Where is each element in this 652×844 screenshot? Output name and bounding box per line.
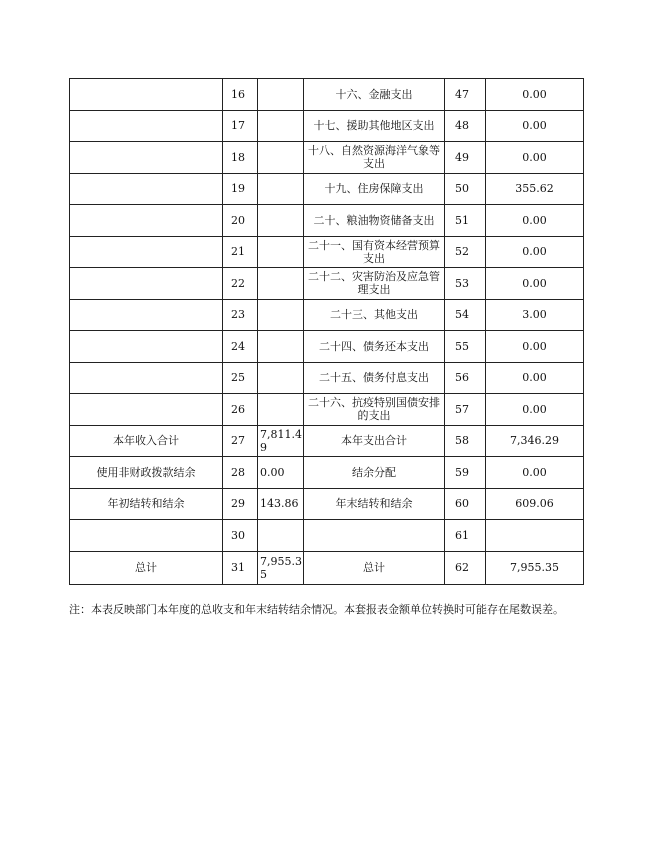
table-body [70, 79, 584, 585]
income-line-no-cell: 27 [223, 425, 258, 457]
table-row [70, 299, 584, 331]
income-item-cell: 本年收入合计 [70, 425, 223, 457]
expense-amount-cell: 7,955.35 [486, 551, 584, 584]
expense-line-no-cell: 47 [445, 79, 486, 111]
expense-item-cell: 二十二、灾害防治及应急管理支出 [304, 268, 445, 300]
income-amount-cell [258, 110, 304, 142]
expense-amount-cell: 0.00 [486, 331, 584, 363]
expense-line-no-cell: 58 [445, 425, 486, 457]
income-line-no-cell: 16 [223, 79, 258, 111]
income-line-no-cell: 30 [223, 520, 258, 552]
income-line-no-cell: 20 [223, 205, 258, 237]
table-row [70, 457, 584, 489]
income-item-cell: 使用非财政拨款结余 [70, 457, 223, 489]
income-item-cell: 年初结转和结余 [70, 488, 223, 520]
income-item-cell [70, 205, 223, 237]
expense-line-no-cell: 62 [445, 551, 486, 584]
income-amount-cell: 0.00 [258, 457, 304, 489]
income-item-cell [70, 236, 223, 268]
expense-item-cell: 二十四、债务还本支出 [304, 331, 445, 363]
expense-amount-cell: 0.00 [486, 394, 584, 426]
table-row [70, 362, 584, 394]
expense-line-no-cell: 51 [445, 205, 486, 237]
expense-amount-cell: 355.62 [486, 173, 584, 205]
financial-table [69, 78, 584, 585]
income-amount-cell [258, 331, 304, 363]
income-amount-cell [258, 362, 304, 394]
income-amount-cell [258, 299, 304, 331]
income-item-cell [70, 79, 223, 111]
income-line-no-cell: 17 [223, 110, 258, 142]
table-row [70, 142, 584, 174]
income-amount-cell [258, 205, 304, 237]
expense-amount-cell: 7,346.29 [486, 425, 584, 457]
expense-line-no-cell: 56 [445, 362, 486, 394]
expense-item-cell: 结余分配 [304, 457, 445, 489]
expense-line-no-cell: 60 [445, 488, 486, 520]
expense-item-cell: 十九、住房保障支出 [304, 173, 445, 205]
expense-item-cell: 总计 [304, 551, 445, 584]
expense-line-no-cell: 48 [445, 110, 486, 142]
expense-line-no-cell: 52 [445, 236, 486, 268]
income-line-no-cell: 18 [223, 142, 258, 174]
expense-item-cell: 二十一、国有资本经营预算支出 [304, 236, 445, 268]
income-item-cell [70, 520, 223, 552]
expense-amount-cell: 0.00 [486, 236, 584, 268]
expense-item-cell: 十七、援助其他地区支出 [304, 110, 445, 142]
income-item-cell [70, 268, 223, 300]
table-row [70, 331, 584, 363]
income-item-cell [70, 142, 223, 174]
table-row [70, 394, 584, 426]
income-line-no-cell: 21 [223, 236, 258, 268]
expense-amount-cell: 0.00 [486, 268, 584, 300]
table-row [70, 520, 584, 552]
income-amount-cell [258, 142, 304, 174]
income-amount-cell: 7,955.35 [258, 551, 304, 584]
expense-amount-cell: 3.00 [486, 299, 584, 331]
income-amount-cell: 7,811.49 [258, 425, 304, 457]
expense-item-cell: 二十六、抗疫特别国债安排的支出 [304, 394, 445, 426]
expense-line-no-cell: 49 [445, 142, 486, 174]
footnote: 注：本表反映部门本年度的总收支和年末结转结余情况。本套报表金额单位转换时可能存在尾数误差。 [69, 603, 564, 616]
table-row [70, 488, 584, 520]
table-row [70, 551, 584, 584]
expense-amount-cell: 0.00 [486, 362, 584, 394]
expense-amount-cell: 0.00 [486, 457, 584, 489]
income-item-cell [70, 299, 223, 331]
income-line-no-cell: 31 [223, 551, 258, 584]
income-item-cell [70, 394, 223, 426]
table-row [70, 425, 584, 457]
income-item-cell: 总计 [70, 551, 223, 584]
income-amount-cell: 143.86 [258, 488, 304, 520]
expense-line-no-cell: 53 [445, 268, 486, 300]
expense-amount-cell: 0.00 [486, 205, 584, 237]
income-line-no-cell: 26 [223, 394, 258, 426]
income-amount-cell [258, 173, 304, 205]
income-line-no-cell: 29 [223, 488, 258, 520]
expense-amount-cell: 0.00 [486, 110, 584, 142]
income-item-cell [70, 362, 223, 394]
expense-line-no-cell: 57 [445, 394, 486, 426]
table-row [70, 173, 584, 205]
expense-item-cell: 本年支出合计 [304, 425, 445, 457]
income-line-no-cell: 24 [223, 331, 258, 363]
income-item-cell [70, 331, 223, 363]
income-item-cell [70, 110, 223, 142]
table-row [70, 268, 584, 300]
income-amount-cell [258, 268, 304, 300]
income-line-no-cell: 19 [223, 173, 258, 205]
expense-line-no-cell: 50 [445, 173, 486, 205]
income-item-cell [70, 173, 223, 205]
expense-item-cell: 二十、粮油物资储备支出 [304, 205, 445, 237]
expense-amount-cell: 609.06 [486, 488, 584, 520]
expense-item-cell [304, 520, 445, 552]
income-amount-cell [258, 236, 304, 268]
income-amount-cell [258, 79, 304, 111]
table-row [70, 110, 584, 142]
expense-item-cell: 二十三、其他支出 [304, 299, 445, 331]
expense-line-no-cell: 59 [445, 457, 486, 489]
expense-line-no-cell: 55 [445, 331, 486, 363]
expense-item-cell: 十六、金融支出 [304, 79, 445, 111]
expense-line-no-cell: 61 [445, 520, 486, 552]
expense-item-cell: 二十五、债务付息支出 [304, 362, 445, 394]
expense-amount-cell: 0.00 [486, 79, 584, 111]
income-line-no-cell: 28 [223, 457, 258, 489]
income-amount-cell [258, 520, 304, 552]
expense-amount-cell: 0.00 [486, 142, 584, 174]
income-line-no-cell: 25 [223, 362, 258, 394]
income-line-no-cell: 22 [223, 268, 258, 300]
expense-item-cell: 十八、自然资源海洋气象等支出 [304, 142, 445, 174]
income-amount-cell [258, 394, 304, 426]
table-row [70, 236, 584, 268]
income-line-no-cell: 23 [223, 299, 258, 331]
table-row [70, 205, 584, 237]
table-row [70, 79, 584, 111]
expense-item-cell: 年末结转和结余 [304, 488, 445, 520]
expense-amount-cell [486, 520, 584, 552]
expense-line-no-cell: 54 [445, 299, 486, 331]
